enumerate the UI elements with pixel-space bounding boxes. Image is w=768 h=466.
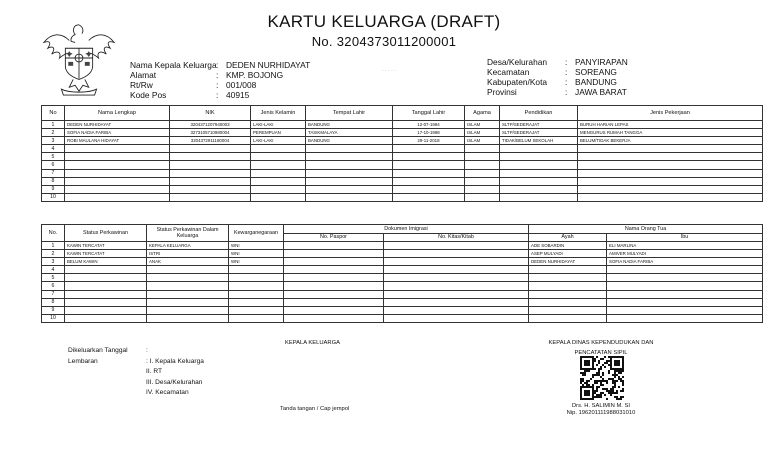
table-cell [147,314,229,322]
info-row-district: Kecamatan : SOREANG [487,67,617,77]
table-cell: SOFIA NADIA FARIBA [65,129,170,137]
col-header: Nama Orang Tua [529,225,763,234]
table-cell [284,250,384,258]
table-cell: 1 [42,242,65,250]
info-label: Nama Kepala Keluarga [130,60,217,70]
sheet-row [68,367,204,378]
agency-line-2: PENCATATAN SIPIL [574,349,628,356]
table-cell [229,306,284,314]
table-cell [229,298,284,306]
issued-label: Dikeluarkan Tanggal [68,347,128,354]
table-cell: 3204372911180004 [170,137,251,145]
table-cell [65,282,147,290]
col-header: Kewarganegaraan [229,225,284,242]
table-cell [170,161,251,169]
table-cell [284,282,384,290]
table-cell: BANDUNG [306,121,393,129]
table-row [42,298,763,306]
table-cell [529,282,607,290]
table-cell [393,145,465,153]
table-cell [170,185,251,193]
table-cell: SLTP/SEDERAJAT [500,121,578,129]
table-cell: LAKI-LAKI [251,137,306,145]
table-cell: ISLAM [465,129,500,137]
info-value: 40915 [226,90,250,100]
col-header: NIK [170,106,251,121]
info-value: KMP. BOJONG [226,70,284,80]
table-cell [529,290,607,298]
table-cell [384,250,529,258]
table-cell [170,177,251,185]
faint-watermark: · · · · · [382,68,396,74]
table-cell [500,169,578,177]
table-cell: 5 [42,153,65,161]
table-cell: BANDUNG [306,137,393,145]
table-cell [229,314,284,322]
table-cell [607,266,763,274]
table-cell: DEDEN NURHIDAYAT [529,258,607,266]
table-cell: ISLAM [465,121,500,129]
col-header: Agama [465,106,500,121]
table-row [42,193,763,201]
info-row-rtrw: Rt/Rw : 001/008 [130,80,257,90]
col-header: Ayah [529,233,607,242]
table-cell [229,274,284,282]
info-label: Alamat [130,70,157,80]
table-cell [607,298,763,306]
table-cell [284,298,384,306]
table-cell [465,145,500,153]
table-cell [65,153,170,161]
table-cell [578,153,763,161]
table-cell [251,161,306,169]
info-row-postcode: Kode Pos : 40915 [130,90,250,100]
marital-status-table [41,224,763,323]
table-cell: 5 [42,274,65,282]
table-cell [251,185,306,193]
table-cell: 1 [42,121,65,129]
table-cell [384,306,529,314]
issued-row [68,346,204,357]
table-cell [607,282,763,290]
table-cell: KAWIN TERCATAT [65,242,147,250]
info-row-village: Desa/Kelurahan : PANYIRAPAN [487,57,628,67]
table-cell [229,266,284,274]
table-cell [65,193,170,201]
sheet-item: III. Desa/Kelurahan [146,378,203,386]
table-row [42,266,763,274]
table-cell [500,145,578,153]
sheet-item: IV. Kecamatan [146,389,189,396]
table-cell [578,185,763,193]
col-header: No. Kitas/Kitab [384,233,529,242]
table-cell [306,169,393,177]
sheet-label: Lembaran [68,357,98,365]
table-cell [147,282,229,290]
table-cell [384,314,529,322]
table-cell: BURUH HARIAN LEPAS [578,121,763,129]
table-cell [384,290,529,298]
table-cell [147,290,229,298]
table-cell [284,314,384,322]
table-cell [465,177,500,185]
table-cell: KEPALA KELUARGA [147,242,229,250]
table-cell: 17-10-1998 [393,129,465,137]
table-cell: ELI MARLINA [607,242,763,250]
table-cell: 10 [42,314,65,322]
sheet-row [68,378,204,389]
table-cell: 3 [42,258,65,266]
info-row-regency: Kabupaten/Kota : BANDUNG [487,77,617,87]
info-row-province: Provinsi : JAWA BARAT [487,87,627,97]
table-cell [393,169,465,177]
col-header: No [42,106,65,121]
table-cell: 4 [42,266,65,274]
table-cell [578,177,763,185]
table-cell [393,161,465,169]
table-cell [607,290,763,298]
table-cell: TIDAK/BELUM SEKOLAH [500,137,578,145]
table-row [42,290,763,298]
table-cell: ADE SOBARDIN [529,242,607,250]
table-cell [65,274,147,282]
table-row [42,169,763,177]
table-cell: 9 [42,306,65,314]
table-cell [465,169,500,177]
table-row [42,258,763,266]
table-cell: 3204371207940003 [170,121,251,129]
family-members-table [41,105,763,202]
table-row [42,314,763,322]
info-row-address: Alamat : KMP. BOJONG [130,70,284,80]
signature-note: Tanda tangan / Cap jempol [280,406,350,412]
table-cell: 7 [42,290,65,298]
table-row [42,274,763,282]
table-cell [500,177,578,185]
table-row [42,177,763,185]
qr-code-icon [580,356,624,400]
table-row [42,242,763,250]
table-cell: SOFIA NADIA FARIBA [607,258,763,266]
table-cell [65,177,170,185]
table-row [42,185,763,193]
table-cell: ISTRI [147,250,229,258]
info-row-head: Nama Kepala Keluarga : DEDEN NURHIDAYAT [130,60,311,70]
table-row [42,153,763,161]
col-header: Pendidikan [500,106,578,121]
table-cell [147,298,229,306]
info-label: Desa/Kelurahan [487,57,548,67]
table-cell [251,193,306,201]
table-cell [306,153,393,161]
table-cell [529,298,607,306]
table-cell: ISLAM [465,137,500,145]
table-cell [229,290,284,298]
table-cell [306,185,393,193]
table-cell [284,290,384,298]
col-header: Nama Lengkap [65,106,170,121]
table-cell [465,161,500,169]
table-cell [170,145,251,153]
info-label: Rt/Rw [130,80,153,90]
table-cell [251,177,306,185]
table-cell: AMIVER MULYADI [607,250,763,258]
table-cell [306,161,393,169]
table-cell [500,153,578,161]
table-cell [529,274,607,282]
footer-issue-info [68,346,204,399]
table-cell [170,193,251,201]
table-cell [384,282,529,290]
table-cell [529,266,607,274]
info-label: Kabupaten/Kota [487,77,548,87]
table-row [42,137,763,145]
sheet-row [68,357,204,368]
table-cell [306,145,393,153]
col-header: Dokumen Imigrasi [284,225,529,234]
col-header: Jenis Pekerjaan [578,106,763,121]
table-cell [465,185,500,193]
table-cell: 9 [42,185,65,193]
table-cell [284,266,384,274]
table-row [42,282,763,290]
table-cell [393,153,465,161]
table-cell: ANAK [147,258,229,266]
table-cell [500,161,578,169]
table-cell: 29-11-2018 [393,137,465,145]
sheet-item: II. RT [146,368,162,375]
info-label: Provinsi [487,87,517,97]
table-cell: 8 [42,177,65,185]
table-cell: 8 [42,298,65,306]
table-cell [384,258,529,266]
table-cell: ASEP MULYADI [529,250,607,258]
table-cell [384,242,529,250]
table-cell: 7 [42,169,65,177]
table-cell [251,145,306,153]
table-cell [500,193,578,201]
table-cell: WNI [229,242,284,250]
document-title: KARTU KELUARGA (DRAFT) [267,12,501,31]
info-value: DEDEN NURHIDAYAT [226,60,311,70]
table-cell [147,266,229,274]
table-cell: 3273105710980004 [170,129,251,137]
table-cell: 2 [42,250,65,258]
table-cell: ROBI MAULANA HIDAYAT [65,137,170,145]
table-cell [578,169,763,177]
table-cell: WNI [229,258,284,266]
document-number: No. 3204373011200001 [311,34,457,49]
table-cell: WNI [229,250,284,258]
table-cell [607,306,763,314]
col-header: Jenis Kelamin [251,106,306,121]
table-row [42,250,763,258]
official-nip: Nip. 196201111988031010 [566,410,636,416]
table-cell [607,314,763,322]
table-cell: TASIKMALAYA [306,129,393,137]
table-cell: 2 [42,129,65,137]
table-cell: 6 [42,161,65,169]
sheet-item: : I. Kepala Keluarga [146,357,204,365]
table-cell [284,274,384,282]
table-cell [393,177,465,185]
table-cell [147,306,229,314]
table-cell: BELUM KAWIN [65,258,147,266]
table-cell: SLTP/SEDERAJAT [500,129,578,137]
table-cell [384,266,529,274]
table-cell [384,274,529,282]
table-row [42,161,763,169]
table-row [42,306,763,314]
table-cell [529,314,607,322]
info-value: BANDUNG [575,77,617,87]
table-cell [465,193,500,201]
table-cell [65,169,170,177]
table-cell [284,258,384,266]
table-row [42,145,763,153]
col-header: Tanggal Lahir [393,106,465,121]
members-header-row [42,106,763,121]
col-header: Status Perkawinan [65,225,147,242]
table-cell: 4 [42,145,65,153]
table-cell [65,266,147,274]
family-info-left [130,60,310,100]
table-cell: 12-07-1994 [393,121,465,129]
table-cell [306,177,393,185]
table-cell [65,290,147,298]
table-cell [251,169,306,177]
info-value: SOREANG [575,67,617,77]
table-cell [284,242,384,250]
table-cell [65,145,170,153]
info-value: JAWA BARAT [575,87,627,97]
table-cell [306,193,393,201]
table-cell: 3 [42,137,65,145]
table-cell [229,282,284,290]
table-cell: KAWIN TERCATAT [65,250,147,258]
table-cell [384,298,529,306]
table-cell [147,274,229,282]
table-row [42,129,763,137]
table-cell: PEREMPUAN [251,129,306,137]
family-info-right [487,57,628,97]
table-cell [65,298,147,306]
head-of-family-signature-label: KEPALA KELUARGA [285,340,340,346]
info-value: PANYIRAPAN [575,57,628,67]
table-row [42,121,763,129]
table-cell [284,306,384,314]
table-cell [65,185,170,193]
table-cell: 6 [42,282,65,290]
table-cell [65,161,170,169]
col-header: No. [42,225,65,242]
col-header: Ibu [607,233,763,242]
table-cell [65,306,147,314]
official-name: Drs. H. SALIMIN M. SI [572,403,630,409]
agency-line-1: KEPALA DINAS KEPENDUDUKAN DAN [548,340,654,346]
sheet-row [68,388,204,399]
table-cell: 10 [42,193,65,201]
table-cell [578,161,763,169]
table-cell [607,274,763,282]
info-label: Kecamatan [487,67,530,77]
table-cell [529,306,607,314]
table-cell: LAKI-LAKI [251,121,306,129]
table-cell [65,314,147,322]
table-cell: DEDEN NURHIDAYAT [65,121,170,129]
table-cell [170,153,251,161]
col-header: Status Perkawinan Dalam Keluarga [147,225,229,242]
col-header: No. Paspor [284,233,384,242]
table-cell: BELUM/TIDAK BEKERJA [578,137,763,145]
table-cell [500,185,578,193]
table-cell [251,153,306,161]
table-cell [170,169,251,177]
table-cell: MENGURUS RUMAH TANGGA [578,129,763,137]
table-cell [578,145,763,153]
status-header-row-1 [42,225,763,234]
table-cell [465,153,500,161]
table-cell [393,193,465,201]
col-header: Tempat Lahir [306,106,393,121]
table-cell [578,193,763,201]
info-value: 001/008 [226,80,257,90]
table-cell [393,185,465,193]
issued-colon: : [146,347,148,354]
info-label: Kode Pos [130,90,167,100]
